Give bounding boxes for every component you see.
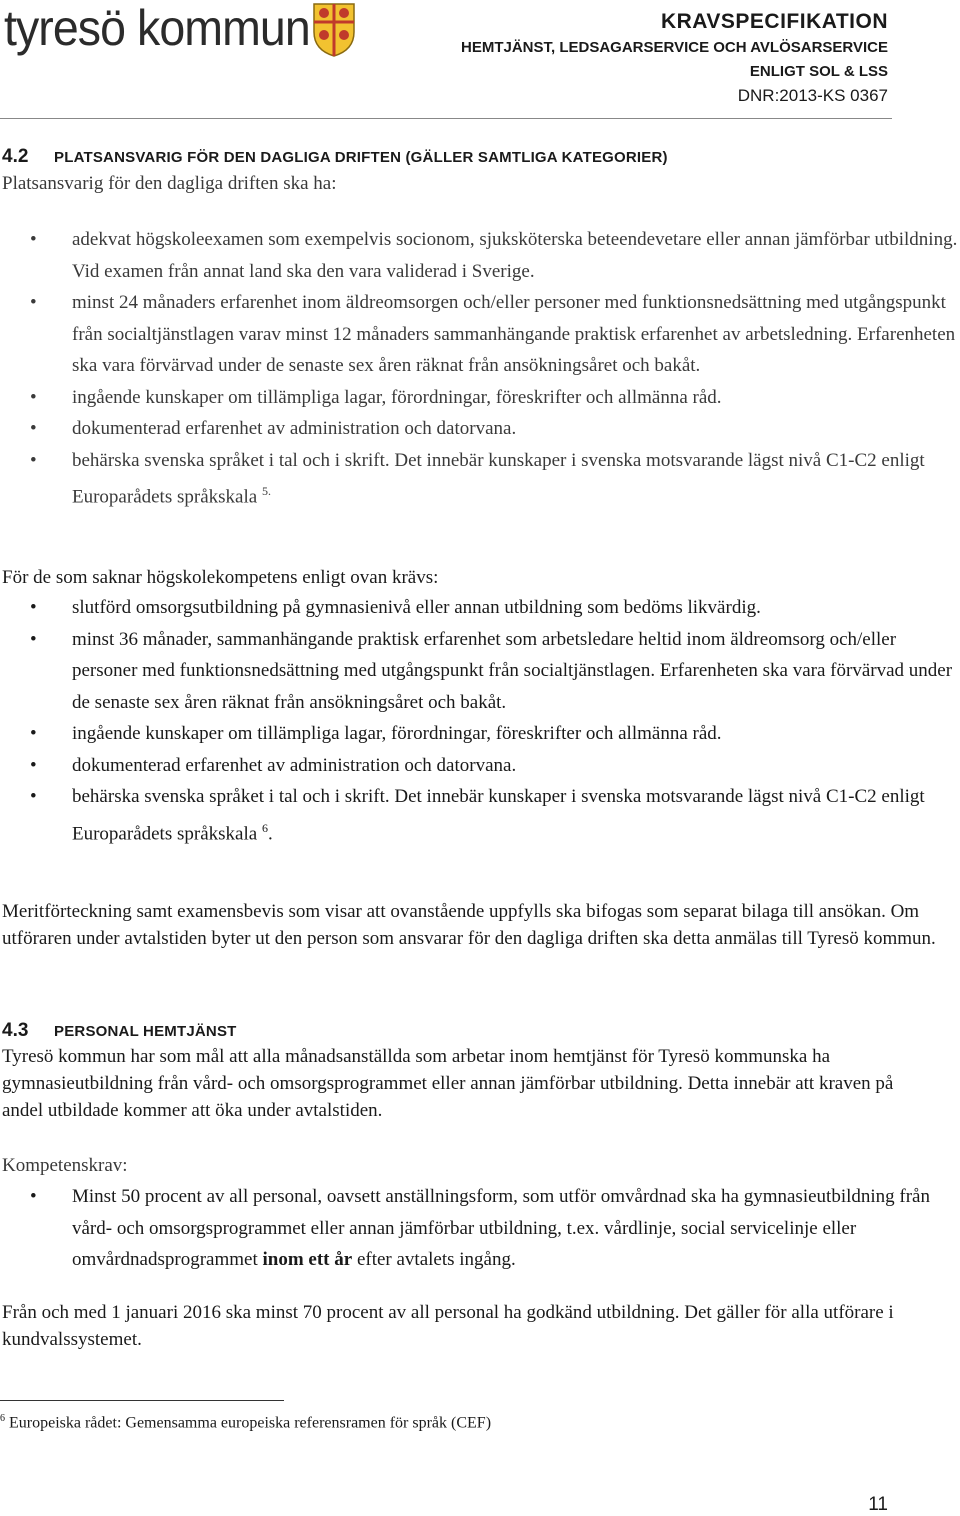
header-divider [0, 118, 892, 119]
municipality-logo-text: tyresö kommun [4, 0, 310, 56]
list-item: • slutförd omsorgsutbildning på gymnasienivå eller annan utbildning som bedöms likvärdig. [30, 597, 761, 618]
document-subtitle-law: ENLIGT SOL & LSS [749, 63, 888, 80]
footnote-divider [0, 1400, 284, 1401]
requirements-list-b [0, 592, 960, 849]
footnote-reference: 6 [261, 820, 268, 835]
list-item: • adekvat högskoleexamen som exempelvis socionom, sjuksköterska beteendevetare eller annan jämförbar utbildning. Vid examen från annat land ska den vara validerad i Sverige. [30, 229, 958, 282]
footnote-mark: 6 [0, 1413, 5, 1424]
document-reference-number: DNR:2013-KS 0367 [737, 86, 888, 105]
document-title: KRAVSPECIFIKATION [660, 10, 888, 33]
page-number: 11 [868, 1494, 888, 1515]
section-number: 4.2 [2, 146, 29, 167]
section-title: PERSONAL HEMTJÄNST [54, 1023, 237, 1040]
section-intro: Tyresö kommun har som mål att alla månadsanställda som arbetar inom hemtjänst för Tyresö kommunska ha gymnasieutbildning från vård- och omsorgsprogrammet eller annan jämförbar utbildning. Detta innebär att kraven på andel utbildade kommer att öka under avtalstiden. [2, 1046, 894, 1121]
competence-list [0, 1181, 960, 1276]
footnote-reference: 5. [261, 484, 271, 498]
section-heading-4-2 [2, 146, 668, 168]
final-paragraph: Från och med 1 januari 2016 ska minst 70 procent av all personal ha godkänd utbildning. Det gäller för alla utförare i kundvalssystemet. [2, 1302, 894, 1350]
document-subtitle: HEMTJÄNST, LEDSAGARSERVICE OCH AVLÖSARSERVICE [460, 39, 888, 56]
footnote-text: Europeiska rådet: Gemensamma europeiska referensramen för språk (CEF) [9, 1414, 492, 1432]
alternative-requirements-intro: För de som saknar högskolekompetens enligt ovan krävs: [2, 567, 439, 588]
list-item: • Minst 50 procent av all personal, oavsett anställningsform, som utför omvårdnad ska ha gymnasieutbildning från vård- och omsorgsprogrammet eller annan jämförbar utbildning, t.ex. vårdlinje, social servicelinje eller omvårdnadsprogrammet inom ett år efter avtalets ingång. [30, 1186, 930, 1270]
list-item: • minst 36 månader, sammanhängande praktisk erfarenhet som arbetsledare heltid inom äldreomsorg och/eller personer med funktionsnedsättning med utgångspunkt från socialtjänstlagen. Erfarenheten ska vara förvärvad under de senaste sex åren räknat från ansökningsåret och bakåt. [30, 628, 953, 713]
list-item: • minst 24 månaders erfarenhet inom äldreomsorgen och/eller personer med funktionsnedsättning med utgångspunkt från socialtjänstlagen varav minst 12 månaders sammanhängande praktisk erfarenhet av arbetsledning. Erfarenheten ska vara förvärvad under de senaste sex åren räknat från ansökningsåret och bakåt. [30, 292, 956, 376]
list-item: • behärska svenska språket i tal och i skrift. Det innebär kunskaper i svenska motsvarande lägst nivå C1-C2 enligt Europarådets språkskala $^6$. [30, 786, 925, 844]
section-number: 4.3 [2, 1020, 29, 1041]
list-item: • ingående kunskaper om tillämpliga lagar, förordningar, föreskrifter och allmänna råd. [30, 723, 722, 744]
section-heading-4-3 [2, 1020, 237, 1042]
list-item: • ingående kunskaper om tillämpliga lagar, förordningar, föreskrifter och allmänna råd. [30, 386, 722, 408]
page-header [0, 0, 960, 120]
list-item: • dokumenterad erfarenhet av administration och datorvana. [30, 418, 517, 439]
emphasis-deadline: inom ett år [262, 1249, 353, 1270]
requirements-list-a [0, 224, 960, 513]
list-item: • behärska svenska språket i tal och i skrift. Det innebär kunskaper i svenska motsvarande lägst nivå C1-C2 enligt Europarådets språkskala $^{5.}$ [30, 449, 925, 508]
coat-of-arms-icon [312, 2, 356, 58]
section-intro: Platsansvarig för den dagliga driften ska ha: [2, 173, 337, 194]
closing-paragraph: Meritförteckning samt examensbevis som visar att ovanstående uppfylls ska bifogas som separat bilaga till ansökan. Om utföraren under avtalstiden byter ut den person som ansvarar för den dagliga driften ska detta anmälas till Tyresö kommun. [2, 901, 936, 949]
footnote [0, 1413, 491, 1432]
competence-label: Kompetenskrav: [2, 1155, 128, 1176]
section-title: PLATSANSVARIG FÖR DEN DAGLIGA DRIFTEN (GÄLLER SAMTLIGA KATEGORIER) [54, 149, 668, 166]
list-item: • dokumenterad erfarenhet av administration och datorvana. [30, 754, 517, 776]
document-header-info [461, 8, 888, 108]
